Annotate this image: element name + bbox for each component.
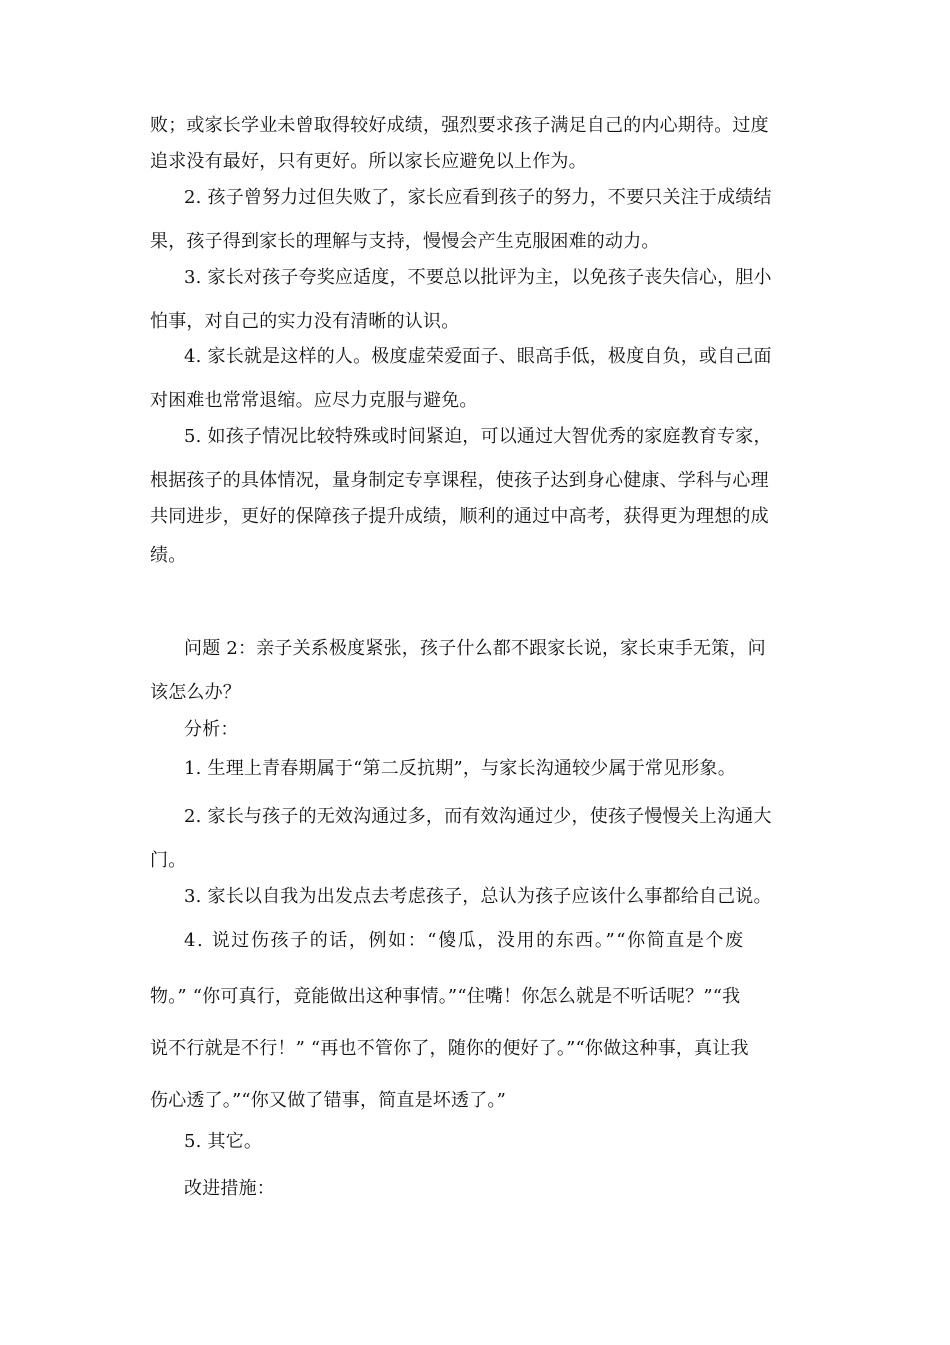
list-item-3-line-1: 3. 家长对孩子夸奖应适度，不要总以批评为主，以免孩子丧失信心，胆小 [184,267,772,288]
analysis-heading: 分析： [184,719,239,740]
analysis-item-4-line-2: 物。” “你可真行，竟能做出这种事情。”“住嘴！你怎么就是不听话呢？”“我 [150,986,741,1007]
list-item-4-line-1: 4. 家长就是这样的人。极度虚荣爱面子、眼高手低，极度自负，或自己面 [184,346,772,367]
list-item-3-line-2: 怕事，对自己的实力没有清晰的认识。 [150,311,460,332]
question-2-line-2: 该怎么办？ [150,682,241,703]
paragraph-line-2: 追求没有最好，只有更好。所以家长应避免以上作为。 [150,151,587,172]
analysis-item-4-line-4: 伤心透了。”“你又做了错事，简直是坏透了。” [150,1090,507,1111]
analysis-item-1: 1. 生理上青春期属于“第二反抗期”，与家长沟通较少属于常见形象。 [184,758,736,779]
paragraph-line-1: 败；或家长学业未曾取得较好成绩，强烈要求孩子满足自己的内心期待。过度 [150,115,769,136]
analysis-item-3: 3. 家长以自我为出发点去考虑孩子，总认为孩子应该什么事都给自己说。 [184,886,772,907]
list-item-2-line-1: 2. 孩子曾努力过但失败了，家长应看到孩子的努力，不要只关注于成绩结 [184,187,772,208]
analysis-item-4-line-3: 说不行就是不行！” “再也不管你了，随你的便好了。”“你做这种事，真让我 [150,1038,749,1059]
analysis-item-5: 5. 其它。 [184,1131,263,1152]
question-2-line-1: 问题 2：亲子关系极度紧张，孩子什么都不跟家长说，家长束手无策，问 [184,638,766,659]
list-item-5-line-4: 绩。 [150,545,187,566]
analysis-item-2-line-2: 门。 [150,850,187,871]
list-item-5-line-3: 共同进步，更好的保障孩子提升成绩，顺利的通过中高考，获得更为理想的成 [150,506,769,527]
analysis-item-2-line-1: 2. 家长与孩子的无效沟通过多，而有效沟通过少，使孩子慢慢关上沟通大 [184,806,772,827]
list-item-5-line-2: 根据孩子的具体情况，量身制定专享课程，使孩子达到身心健康、学科与心理 [150,470,769,491]
list-item-2-line-2: 果，孩子得到家长的理解与支持，慢慢会产生克服困难的动力。 [150,231,660,252]
list-item-4-line-2: 对困难也常常退缩。应尽力克服与避免。 [150,390,478,411]
list-item-5-line-1: 5. 如孩子情况比较特殊或时间紧迫，可以通过大智优秀的家庭教育专家， [184,426,772,447]
analysis-item-4-line-1: 4. 说过伤孩子的话，例如：“傻瓜，没用的东西。”“你简直是个废 [184,930,745,951]
improvement-heading: 改进措施： [184,1178,275,1199]
